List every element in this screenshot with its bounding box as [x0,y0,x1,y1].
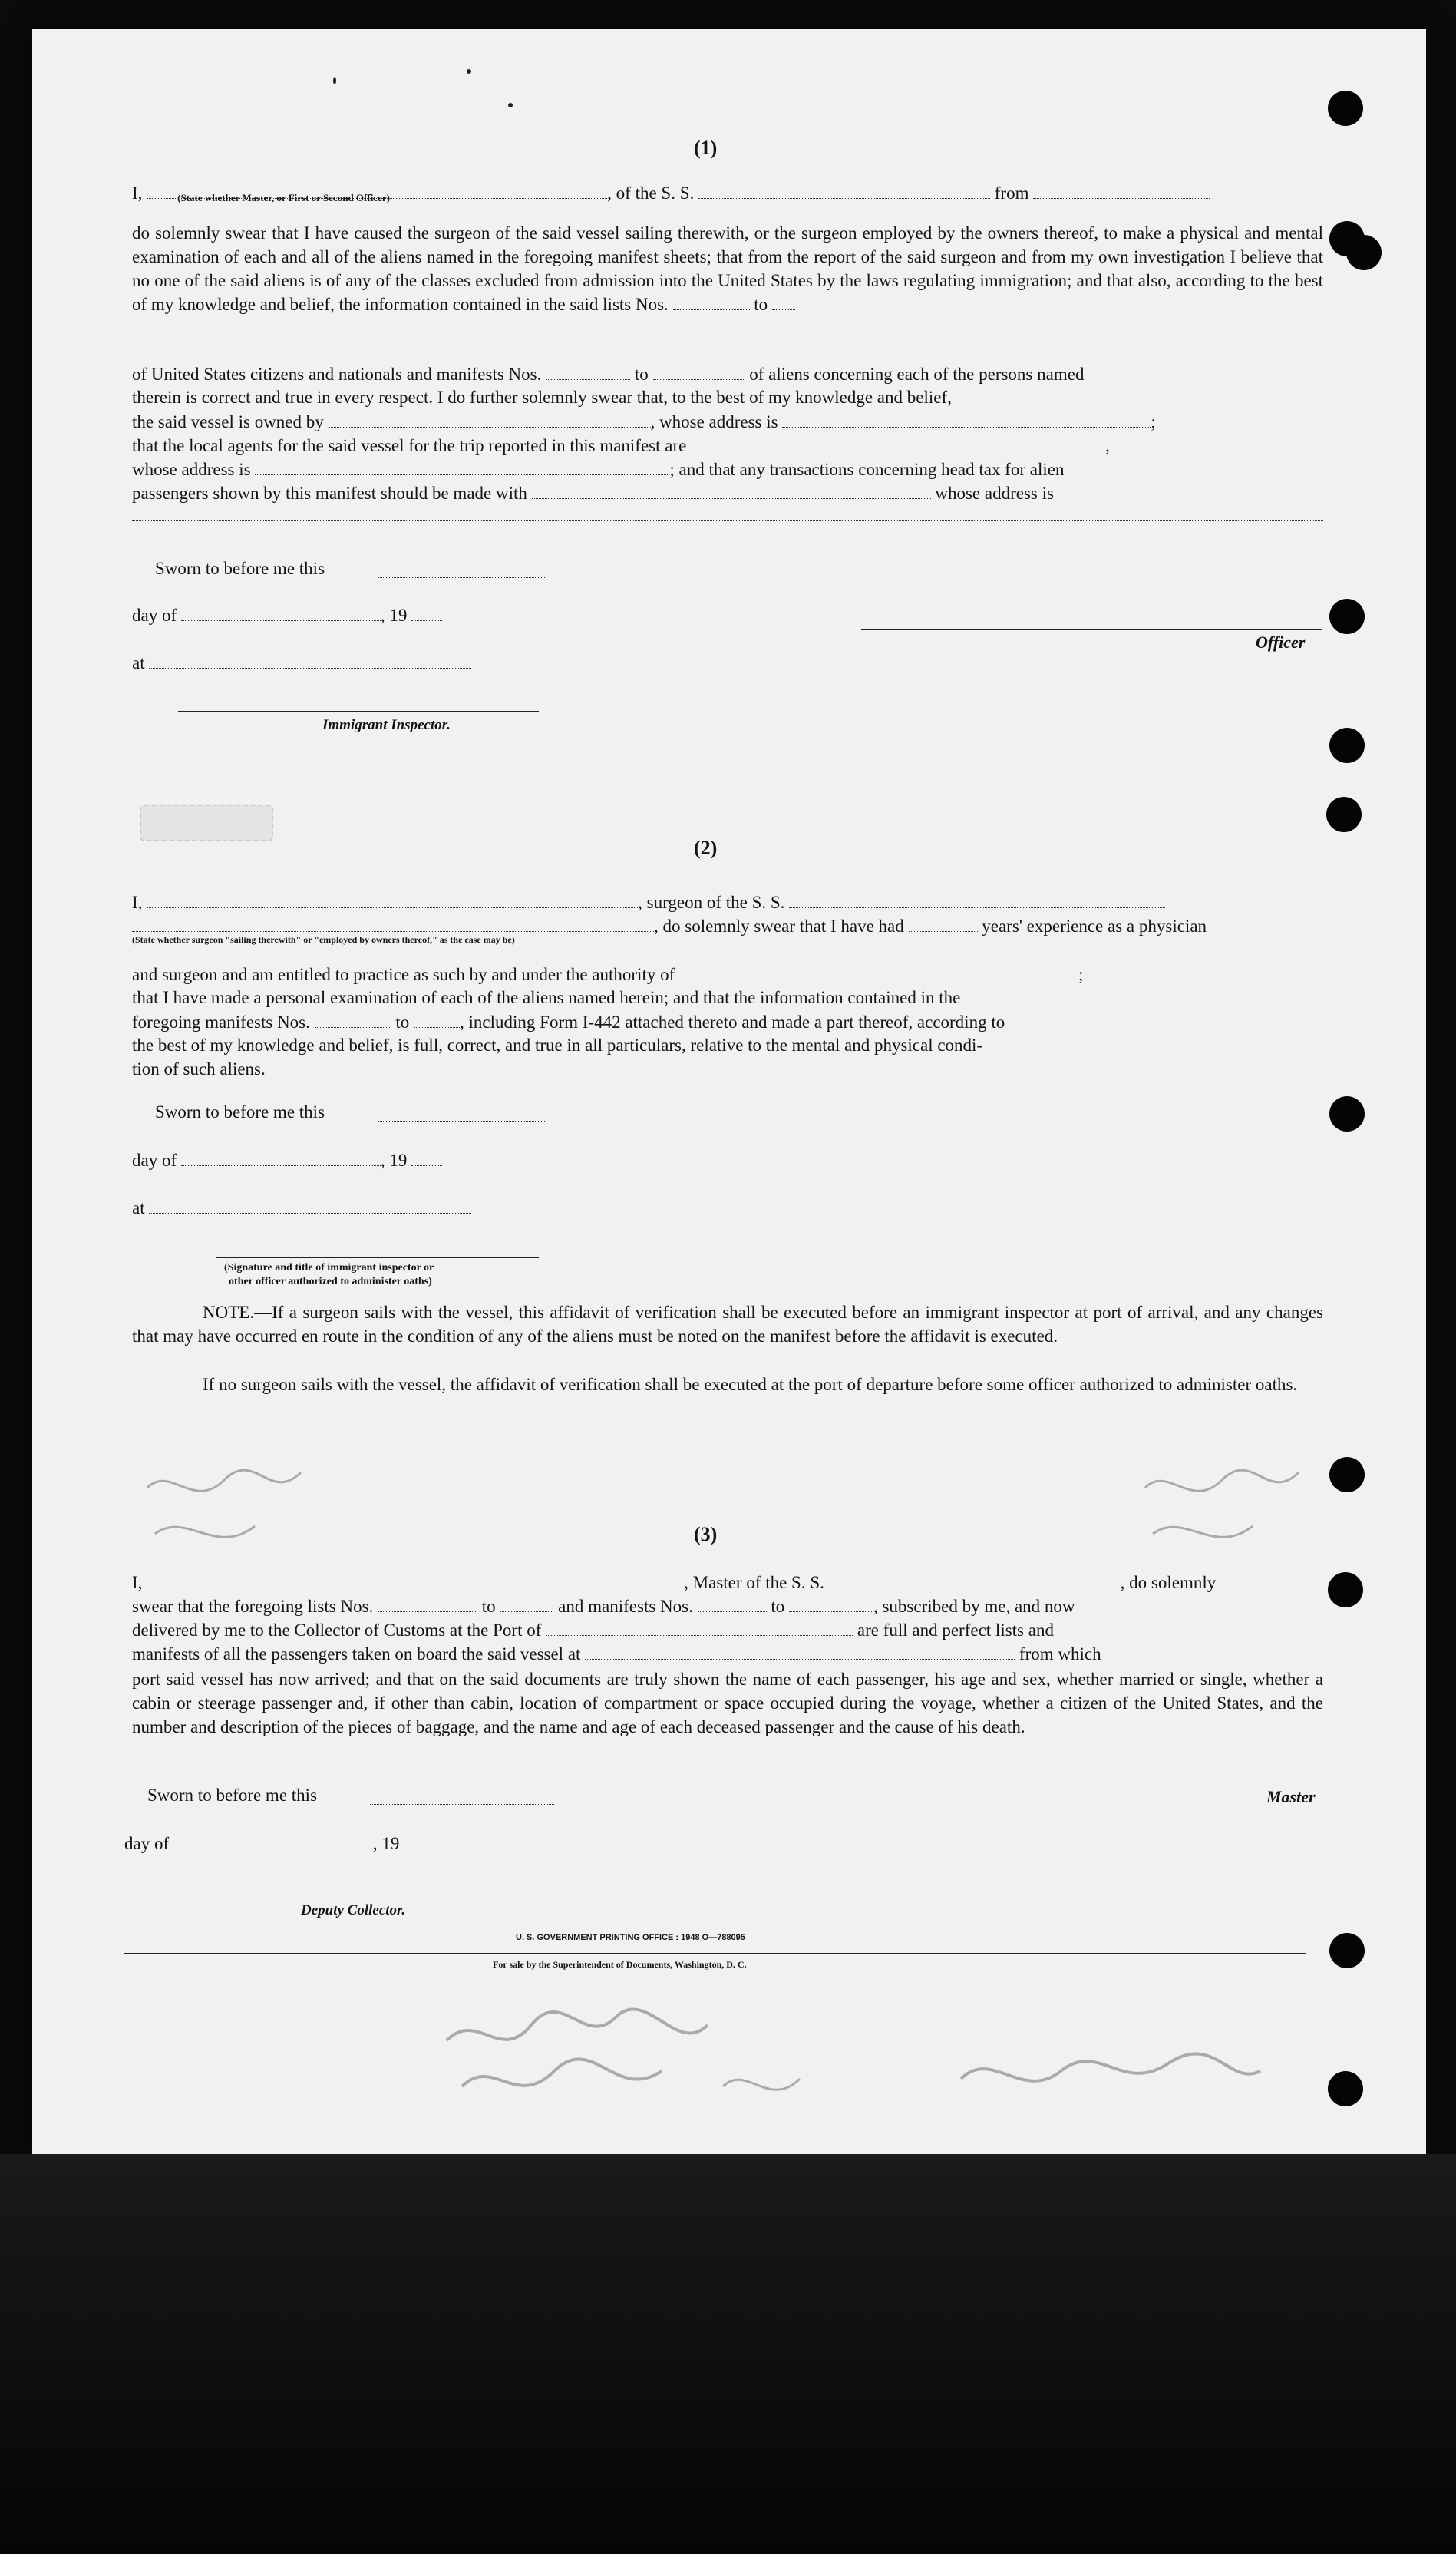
s1-officer-note: (State whether Master, or First or Second Officer) [177,192,390,203]
s2-manifests-to-field [414,1012,460,1028]
s1-owner-address-field [782,411,1151,428]
s1-passengers-label: passengers shown by this manifest should be made with [132,484,527,503]
s1-day-label: day of [132,606,177,625]
s2-capacity-field [132,916,654,945]
s3-master-field [147,1572,684,1588]
faded-handwriting [1137,1457,1322,1564]
s2-year-label: , 19 [380,1151,408,1170]
s1-passengers-address-label: whose address is [935,484,1054,503]
s1-inspector-line [178,711,539,712]
s2-sworn-field [378,1121,546,1122]
faint-stamp [140,805,273,841]
binder-hole [1328,91,1363,126]
s1-head-tax-label: ; and that any transactions concerning head tax for alien [669,460,1065,479]
s2-experience-label: years' experience as a physician [982,917,1207,936]
s3-subscribed-label: , subscribed by me, and now [873,1597,1075,1616]
s1-aliens-label: of aliens concerning each of the persons named [749,365,1085,384]
s3-oath-paragraph: port said vessel has now arrived; and that on the said documents are truly shown the name of each passenger, his age and sex, whether married or single, whether a cabin or steerage passenger and, if other than cabin, location of compartment or space occupied during the voyage, whether a citizen of the United States, and the number and description of the pieces of baggage, and the name and age of each deceased passenger and the cause of his death. [132,1670,1323,1736]
s1-line-f [132,459,1064,480]
s2-ship-field [789,892,1165,908]
s3-collector-caption: Deputy Collector. [301,1902,406,1918]
s2-at-label: at [132,1198,145,1218]
s2-capacity-note: (State whether surgeon "sailing therewith" or "employed by owners thereof," as the case may be) [132,934,515,945]
s2-note-paragraph [132,1300,1323,1348]
s2-signature-note-1: (Signature and title of immigrant inspector or [224,1262,434,1274]
s1-manifests-to-label: to [634,365,649,384]
s3-lists-complete-label: are full and perfect lists and [857,1621,1054,1640]
s3-year-label: , 19 [372,1834,400,1853]
s2-manifests-from-field [315,1012,391,1028]
s2-swear-label: , do solemnly swear that I have had [654,917,904,936]
s1-from-field [1033,183,1210,199]
s2-note2-paragraph: If no surgeon sails with the vessel, the affidavit of verification shall be executed at the port of departure before some officer authorized to administer oaths. [203,1375,1298,1394]
s1-i-label: I, [132,183,143,203]
s2-form-label: , including Form I-442 attached thereto and made a part thereof, according to [460,1013,1005,1032]
s2-day-field [181,1150,381,1166]
s1-ship-field [698,183,990,199]
speck-mark [333,77,336,84]
s1-owner-label: the said vessel is owned by [132,412,324,431]
s3-swear-label: , do solemnly [1120,1573,1217,1592]
s1-at-field [149,653,471,669]
s1-line-e: that the local agents for the said vessel for the trip reported in this manifest are , [132,436,1110,455]
s1-manifests-label: of United States citizens and nationals and manifests Nos. [132,365,542,384]
s1-ship-label: , of the S. S. [607,183,695,203]
s3-lists-to-label: to [481,1597,496,1616]
s1-line-d: the said vessel is owned by , whose address is ; [132,412,1156,431]
s3-master-caption: Master [1266,1787,1316,1806]
s1-year-label: , 19 [380,606,408,625]
faded-handwriting [953,2025,1276,2117]
speck-mark [467,69,471,74]
s2-note-text: —If a surgeon sails with the vessel, this affidavit of verification shall be executed before an immigrant inspector at port of arrival, and any changes that may have occurred en route in the condition of any of the aliens must be noted on the manifest before the affidavit is executed. [132,1303,1323,1346]
s2-line-1 [132,892,1165,913]
s3-manifests-to-field [789,1596,873,1612]
s2-i-label: I, [132,893,143,912]
binder-hole [1329,728,1365,763]
s3-year-field [404,1833,434,1849]
s3-boarded-field [585,1644,1015,1660]
s1-passengers-field [532,483,931,499]
s1-agents-field [691,435,1105,451]
s2-years-field [909,916,978,932]
s2-ship-label: , surgeon of the S. S. [638,893,785,912]
s1-oath-paragraph [132,221,1323,316]
s3-port-label: delivered by me to the Collector of Customs at the Port of [132,1621,542,1640]
s3-sworn-field [370,1804,554,1805]
s3-boarded-label: manifests of all the passengers taken on board the said vessel at [132,1644,581,1664]
s1-line-c: therein is correct and true in every respect. I do further solemnly swear that, to the best of my knowledge and belief, [132,388,952,407]
s1-at-line [132,653,471,673]
s1-to-label: to [754,295,768,314]
s3-manifests-to-label: to [771,1597,785,1616]
s3-ship-field [829,1572,1121,1588]
s1-lists-from-field [673,294,750,310]
s3-port-field [546,1620,853,1636]
binder-hole [1346,235,1382,270]
s2-at-field [149,1198,471,1214]
binder-hole [1329,599,1365,634]
s3-line-3 [132,1620,1054,1640]
s1-officer-signature-line [861,629,1322,630]
scan-background [0,2154,1456,2554]
s3-lists-to-field [500,1596,553,1612]
s1-officer-caption: Officer [1256,633,1306,652]
s2-authority-label: and surgeon and am entitled to practice as such by and under the authority of [132,965,675,984]
s2-signature-line [216,1257,539,1258]
binder-hole [1329,1933,1365,1968]
s2-surgeon-field [147,892,638,908]
s1-line-g [132,483,1054,504]
gpo-imprint: U. S. GOVERNMENT PRINTING OFFICE : 1948 O—788095 [516,1933,745,1942]
s1-sworn-field [378,577,546,578]
section-3-number: (3) [694,1523,718,1545]
s3-line-1 [132,1572,1216,1593]
s3-from-which-label: from which [1019,1644,1101,1664]
s3-day-field [173,1833,373,1849]
s2-line-6: the best of my knowledge and belief, is full, correct, and true in all particulars, relative to the mental and physical condi- [132,1036,983,1055]
s1-day-field [181,605,381,621]
s1-sworn-label: Sworn to before me this [155,559,325,578]
s2-to-label: to [395,1013,410,1032]
s2-line-2 [132,916,1207,945]
binder-hole [1328,2071,1363,2106]
s1-agents-address-label: whose address is [132,460,251,479]
s3-i-label: I, [132,1573,143,1592]
sale-imprint: For sale by the Superintendent of Documents, Washington, D. C. [493,1959,747,1970]
s3-sworn-label: Sworn to before me this [147,1786,318,1805]
binder-hole [1326,797,1362,832]
s1-line-b [132,364,1084,385]
s2-manifests-label: foregoing manifests Nos. [132,1013,310,1032]
s3-line-4 [132,1644,1101,1664]
footer-rule [124,1953,1306,1954]
s3-lists-label: swear that the foregoing lists Nos. [132,1597,374,1616]
s1-line-1 [132,183,1210,203]
s2-at-line [132,1198,471,1218]
section-2-number: (2) [694,837,718,859]
s2-year-field [411,1150,442,1166]
s1-owner-address-label: , whose address is [650,412,778,431]
s1-officer-field [147,183,607,203]
s2-day-label: day of [132,1151,177,1170]
binder-hole [1329,1457,1365,1492]
s1-lists-to-field [772,294,795,310]
speck-mark [508,103,513,107]
faded-handwriting [140,1457,370,1564]
s1-inspector-caption: Immigrant Inspector. [322,717,451,733]
s2-line-3: and surgeon and am entitled to practice as such by and under the authority of ; [132,965,1084,984]
s2-line-7: tion of such aliens. [132,1059,266,1079]
s2-sworn-label: Sworn to before me this [155,1102,325,1122]
s1-year-field [411,605,442,621]
s1-from-label: from [994,183,1029,203]
s2-line-5 [132,1012,1005,1033]
s1-agents-address-field [255,459,669,475]
s2-authority-field [679,964,1078,980]
section-1-number: (1) [694,137,718,159]
s3-day-line [124,1833,434,1854]
s3-day-label: day of [124,1834,170,1853]
s1-manifests-from-field [546,364,630,380]
document-page [32,29,1426,2154]
s3-manifests-label: and manifests Nos. [558,1597,693,1616]
s1-at-label: at [132,653,145,672]
binder-hole [1328,1572,1363,1607]
binder-hole [1329,1096,1365,1132]
s1-agents-label: that the local agents for the said vessel for the trip reported in this manifest are [132,436,687,455]
s2-signature-note-2: other officer authorized to administer oaths) [229,1276,432,1287]
s1-owner-field [329,411,651,428]
s2-line-4: that I have made a personal examination of each of the aliens named herein; and that the information contained in the [132,988,961,1007]
s3-line-2 [132,1596,1075,1617]
s1-oath-text: do solemnly swear that I have caused the surgeon of the said vessel sailing therewith, or the surgeon employed by the owners thereof, to make a physical and mental examination of each and all of the aliens named in the foregoing manifest sheets; that from the report of the said surgeon and from my own investigation I believe that no one of the said aliens is of any of the classes excluded from admission into the United States by the laws regulating immigration; and that also, according to the best of my knowledge and belief, the information contained in the said lists Nos. [132,223,1323,314]
s3-ship-label: , Master of the S. S. [684,1573,824,1592]
s2-note-label: NOTE. [203,1303,255,1322]
s1-day-line [132,605,442,626]
s1-address-line [132,520,1323,521]
s2-day-line [132,1150,442,1171]
faded-handwriting [431,1994,830,2140]
s3-manifests-from-field [698,1596,767,1612]
s3-lists-from-field [378,1596,477,1612]
s1-manifests-to-field [653,364,745,380]
